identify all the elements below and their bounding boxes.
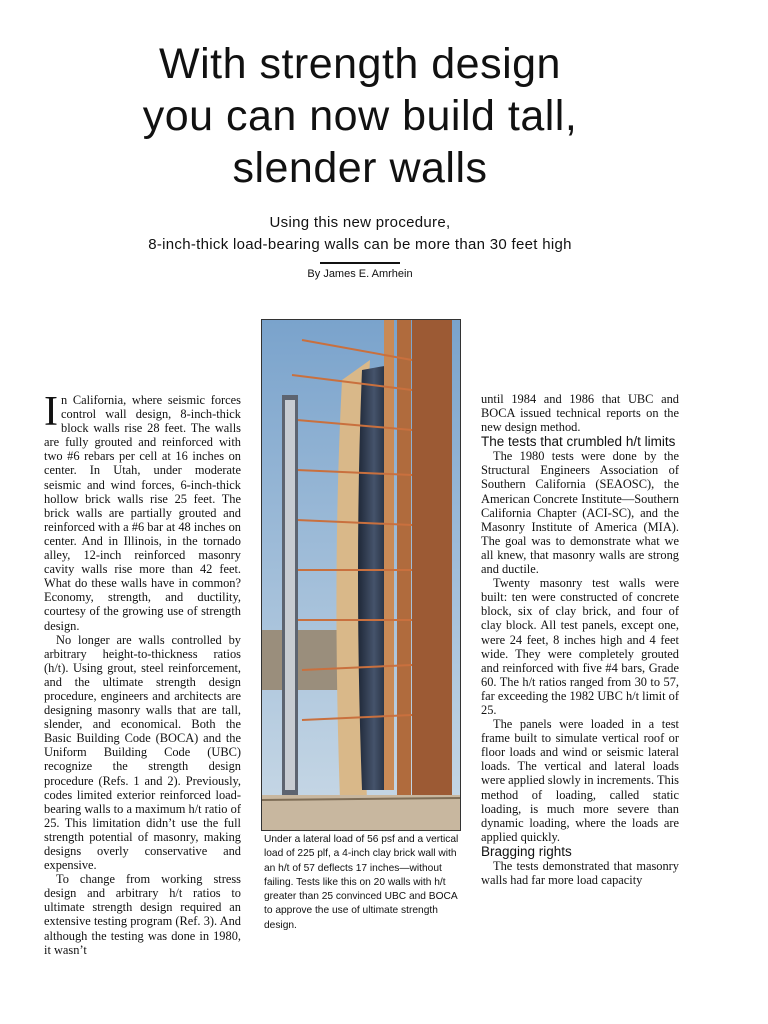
title-line-1: With strength design xyxy=(159,40,561,88)
test-frame-post-inner xyxy=(397,320,411,800)
paragraph: Twenty masonry test walls were built: ten were constructed of concrete block, six of clay brick, and four of clay block. All test panels, except one, were 24 feet, 8 inches high and 4 feet wide. They were completely grouted and reinforced with five #4 bars, Grade 60. The h/t ratios ranged from 30 to 57, far exceeding the 1982 UBC h/t limit of 25. xyxy=(481,576,679,717)
subtitle-line-2: 8-inch-thick load-bearing walls can be more than 30 feet high xyxy=(148,236,572,253)
section-heading-bragging: Bragging rights xyxy=(481,843,572,859)
paragraph: until 1984 and 1986 that UBC and BOCA issued technical reports on the new design method. xyxy=(481,392,679,435)
test-frame-rail xyxy=(384,320,394,790)
paragraph-intro xyxy=(44,389,241,633)
section-heading-tests: The tests that crumbled h/t limits xyxy=(481,434,676,450)
test-frame-post xyxy=(412,320,452,800)
paragraph: The 1980 tests were done by the Structural Engineers Association of Southern California (SEAOSC), the American Concrete Institute—Southern California Chapter (ACI-SC), and the Masonry Institute of America (MIA). The goal was to demonstrate what we all knew, that masonry walls are strong and ductile. xyxy=(481,449,679,577)
title-line-3: slender walls xyxy=(232,144,488,192)
test-wall-photo-illustration xyxy=(262,320,460,830)
byline: By James E. Amrhein xyxy=(307,268,413,280)
photo-caption: Under a lateral load of 56 psf and a vertical load of 225 plf, a 4-inch clay brick wall with an h/t of 57 deflects 17 inches—without failing. Tests like this on 20 walls with h/t greater than 25 convinced UBC and BOCA to approve the use of ultimate strength design. xyxy=(264,834,459,931)
paragraph: No longer are walls controlled by arbitrary height-to-thickness ratios (h/t). Using grout, steel reinforcement, and the ultimate strength design procedure, engineers and architects are designing masonry walls that are tall, slender, and economical. Both the Basic Building Code (BOCA) and the Uniform Building Code (UBC) recognize the strength design procedure (Refs. 1 and 2). Previously, codes limited exterior reinforced load-bearing walls to a maximum h/t ratio of 25. This limitation didn’t use the full strength potential of masonry, making designs overly conservative and expensive. xyxy=(44,632,241,873)
byline-rule xyxy=(320,262,400,264)
paragraph: To change from working stress design and arbitrary h/t ratios to ultimate strength design required an extensive testing program (Ref. 3). And although the testing was done in 1980, it wasn’t xyxy=(44,872,241,957)
drop-cap: I xyxy=(44,389,58,435)
paragraph: The panels were loaded in a test frame built to simulate vertical roof or floor loads and wind or seismic lateral loads. The vertical and lateral loads were applied slowly in increments. This method of loading, called static loading, is much more severe than dynamic loading, where the loads are applied quickly. xyxy=(481,717,679,844)
article-subtitle xyxy=(40,212,680,256)
subtitle-line-1: Using this new procedure, xyxy=(269,214,451,231)
title-line-2: you can now build tall, xyxy=(142,92,578,140)
paragraph: The tests demonstrated that masonry walls had far more load capacity xyxy=(481,858,679,887)
column-right xyxy=(481,392,679,887)
article-title xyxy=(60,38,660,194)
test-wall-photo xyxy=(261,319,461,831)
measuring-scale xyxy=(285,400,295,790)
column-left xyxy=(44,389,241,957)
paragraph-intro-text: n California, where seismic forces control wall design, 8-inch-thick block walls rise 28 feet. The walls are fully grouted and reinforced with two #6 rebars per cell at 16 inches on center. In Utah, under moderate seismic and wind forces, 6-inch-thick hollow brick walls rise 25 feet. The brick walls are partially grouted and reinforced with a #6 bar at 48 inches on center. And in Illinois, in the tornado alley, 12-inch reinforced masonry cavity walls rise more than 42 feet. What do these walls have in common? Economy, strength, and ductility, courtesy of the growing use of strength design. xyxy=(44,393,241,633)
